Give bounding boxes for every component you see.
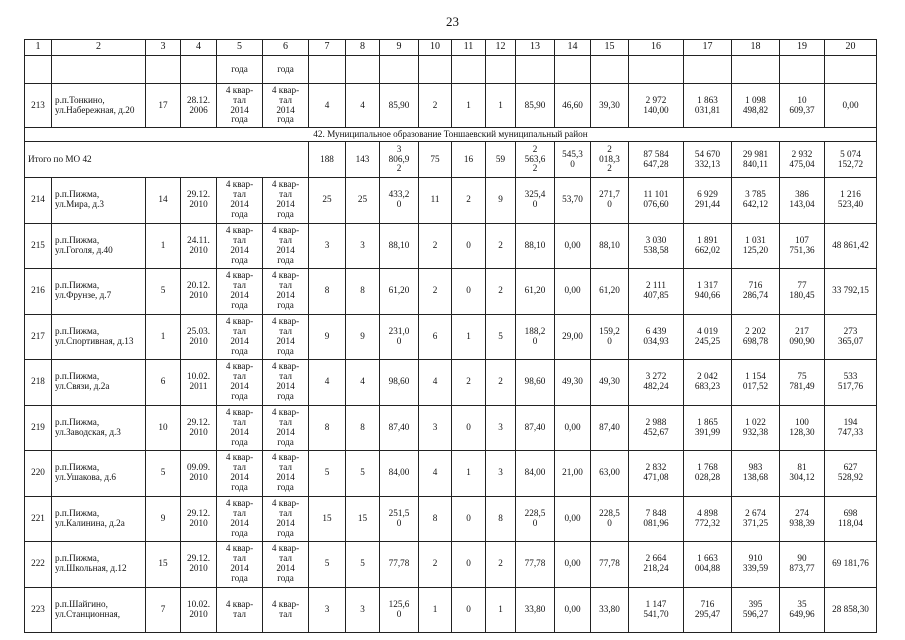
table-cell: 2 xyxy=(419,542,452,588)
table-cell: 88,10 xyxy=(380,223,419,269)
table-cell: 5 xyxy=(217,40,263,56)
table-cell: 2 xyxy=(419,269,452,315)
table-cell: р.п.Пижма, ул.Калинина, д.2а xyxy=(52,496,146,542)
table-cell: 1 863 031,81 xyxy=(684,84,732,128)
table-cell: 223 xyxy=(25,587,52,633)
table-cell: 33 792,15 xyxy=(825,269,877,315)
table-cell: 8 xyxy=(419,496,452,542)
table-cell: 4 898 772,32 xyxy=(684,496,732,542)
table-cell: 1 xyxy=(452,314,486,360)
table-cell: 228,5 0 xyxy=(516,496,555,542)
table-cell: 12 xyxy=(486,40,516,56)
table-cell: 274 938,39 xyxy=(780,496,825,542)
table-cell: 88,10 xyxy=(516,223,555,269)
table-cell: 2 xyxy=(486,542,516,588)
section-title-row xyxy=(25,128,877,142)
table-cell: 3 xyxy=(486,405,516,451)
table-cell: 29 981 840,11 xyxy=(732,142,780,178)
section-title: 42. Муниципальное образование Тоншаевский муниципальный район xyxy=(25,128,877,142)
table-cell: 16 xyxy=(452,142,486,178)
table-cell: 1 865 391,99 xyxy=(684,405,732,451)
table-cell: 3 xyxy=(419,405,452,451)
table-cell xyxy=(346,56,380,84)
table-cell: 29.12. 2010 xyxy=(181,405,217,451)
table-cell: 188 xyxy=(309,142,346,178)
table-cell: 125,6 0 xyxy=(380,587,419,633)
table-cell: 39,30 xyxy=(591,84,629,128)
table-cell: 716 286,74 xyxy=(732,269,780,315)
table-cell: 61,20 xyxy=(380,269,419,315)
table-cell: 54 670 332,13 xyxy=(684,142,732,178)
table-cell: 3 030 538,58 xyxy=(629,223,684,269)
table-cell: 107 751,36 xyxy=(780,223,825,269)
table-cell: 0 xyxy=(452,542,486,588)
table-cell: 4 xyxy=(419,360,452,406)
table-cell: 5 xyxy=(486,314,516,360)
table-cell: 219 xyxy=(25,405,52,451)
table-row xyxy=(25,223,877,269)
table-cell: 222 xyxy=(25,542,52,588)
table-cell xyxy=(516,56,555,84)
table-cell: Итого по МО 42 xyxy=(25,142,309,178)
table-cell: 75 xyxy=(419,142,452,178)
table-cell: 77 180,45 xyxy=(780,269,825,315)
table-cell: 251,5 0 xyxy=(380,496,419,542)
table-cell: 1 xyxy=(419,587,452,633)
table-cell: 2 xyxy=(452,360,486,406)
table-cell: 16 xyxy=(629,40,684,56)
table-cell: 10 xyxy=(419,40,452,56)
table-cell: 8 xyxy=(346,40,380,56)
table-cell: 1 317 940,66 xyxy=(684,269,732,315)
table-row xyxy=(25,360,877,406)
table-cell: 17 xyxy=(684,40,732,56)
table-cell: 8 xyxy=(309,405,346,451)
table-cell: 1 031 125,20 xyxy=(732,223,780,269)
page-number: 23 xyxy=(446,14,459,29)
table-cell: 1 xyxy=(25,40,52,56)
table-cell: 4 квар- тал 2014 года xyxy=(217,84,263,128)
table-cell: 1 663 004,88 xyxy=(684,542,732,588)
table-cell: р.п.Пижма, ул.Ушакова, д.6 xyxy=(52,451,146,497)
table-cell: 6 xyxy=(146,360,181,406)
table-cell: 220 xyxy=(25,451,52,497)
table-cell: 983 138,68 xyxy=(732,451,780,497)
table-cell: 4 xyxy=(181,40,217,56)
table-cell: 3 xyxy=(309,587,346,633)
table-cell: 2 563,6 2 xyxy=(516,142,555,178)
table-row xyxy=(25,314,877,360)
table-cell: 6 929 291,44 xyxy=(684,178,732,224)
table-cell: р.п.Пижма, ул.Гоголя, д.40 xyxy=(52,223,146,269)
table-cell: 5 xyxy=(346,451,380,497)
table-cell: 910 339,59 xyxy=(732,542,780,588)
table-cell: 24.11. 2010 xyxy=(181,223,217,269)
table-cell: 48 861,42 xyxy=(825,223,877,269)
table-cell: 1 xyxy=(452,451,486,497)
table-row xyxy=(25,84,877,128)
table-cell: 5 xyxy=(146,269,181,315)
table-row xyxy=(25,542,877,588)
table-cell: 221 xyxy=(25,496,52,542)
table-cell: 4 квар- тал 2014 года xyxy=(263,314,309,360)
table-cell: 4 квар- тал 2014 года xyxy=(217,360,263,406)
table-cell: 90 873,77 xyxy=(780,542,825,588)
table-cell: 5 074 152,72 xyxy=(825,142,877,178)
table-cell: 217 090,90 xyxy=(780,314,825,360)
table-cell: р.п.Пижма, ул.Фрунзе, д.7 xyxy=(52,269,146,315)
table-row xyxy=(25,496,877,542)
table-cell: 2 932 475,04 xyxy=(780,142,825,178)
table-cell: 18 xyxy=(732,40,780,56)
table-cell: 77,78 xyxy=(380,542,419,588)
table-cell: 4 xyxy=(309,360,346,406)
table-cell: 6 439 034,93 xyxy=(629,314,684,360)
table-cell: 4 квар- тал 2014 года xyxy=(263,223,309,269)
table-cell: р.п.Тонкино, ул.Набережная, д.20 xyxy=(52,84,146,128)
table-cell xyxy=(419,56,452,84)
table-cell: 1 098 498,82 xyxy=(732,84,780,128)
table-cell: 4 квар- тал 2014 года xyxy=(263,451,309,497)
table-cell: 28 858,30 xyxy=(825,587,877,633)
table-cell: 77,78 xyxy=(516,542,555,588)
table-cell: 1 xyxy=(146,314,181,360)
table-cell: 0 xyxy=(452,587,486,633)
table-cell: 10 xyxy=(146,405,181,451)
table-cell: р.п.Пижма, ул.Связи, д.2а xyxy=(52,360,146,406)
table-cell xyxy=(25,56,52,84)
table-cell: 143 xyxy=(346,142,380,178)
table-cell: 0,00 xyxy=(555,496,591,542)
table-cell xyxy=(825,56,877,84)
table-cell: 33,80 xyxy=(516,587,555,633)
table-cell: 2 042 683,23 xyxy=(684,360,732,406)
table-cell xyxy=(52,56,146,84)
table-row xyxy=(25,178,877,224)
table-cell: 4 квар- тал 2014 года xyxy=(217,451,263,497)
table-cell xyxy=(309,56,346,84)
table-cell: 81 304,12 xyxy=(780,451,825,497)
table-cell: 6 xyxy=(263,40,309,56)
table-cell: 85,90 xyxy=(380,84,419,128)
table-cell: 4 квар- тал 2014 года xyxy=(263,542,309,588)
table-cell: 29,00 xyxy=(555,314,591,360)
table-cell: 9 xyxy=(309,314,346,360)
table-cell: 3 xyxy=(486,451,516,497)
table-row xyxy=(25,405,877,451)
table-cell xyxy=(380,56,419,84)
table-cell: 53,70 xyxy=(555,178,591,224)
table-cell: 25 xyxy=(309,178,346,224)
continuation-row xyxy=(25,56,877,84)
table-cell: 1 xyxy=(486,587,516,633)
table-cell: 3 272 482,24 xyxy=(629,360,684,406)
table-cell: 8 xyxy=(486,496,516,542)
table-cell: 215 xyxy=(25,223,52,269)
table-cell: 188,2 0 xyxy=(516,314,555,360)
table-cell: 75 781,49 xyxy=(780,360,825,406)
table-cell: 2 xyxy=(486,269,516,315)
table-cell: 627 528,92 xyxy=(825,451,877,497)
table-cell: 433,2 0 xyxy=(380,178,419,224)
table-cell: 8 xyxy=(309,269,346,315)
table-cell: 4 xyxy=(419,451,452,497)
table-cell: 0 xyxy=(452,223,486,269)
table-cell: 61,20 xyxy=(516,269,555,315)
table-cell: 2 674 371,25 xyxy=(732,496,780,542)
table-cell: 5 xyxy=(346,542,380,588)
table-cell: 4 квар- тал 2014 года xyxy=(217,314,263,360)
table-body xyxy=(25,40,877,633)
table-cell: 7 848 081,96 xyxy=(629,496,684,542)
table-cell: 1 xyxy=(146,223,181,269)
table-cell: 0,00 xyxy=(555,269,591,315)
table-cell xyxy=(486,56,516,84)
table-cell: 1 xyxy=(486,84,516,128)
table-cell: 2 xyxy=(52,40,146,56)
table-cell xyxy=(452,56,486,84)
table-cell: р.п.Пижма, ул.Мира, д.3 xyxy=(52,178,146,224)
table-cell: 3 xyxy=(146,40,181,56)
table-cell: р.п.Пижма, ул.Заводская, д.3 xyxy=(52,405,146,451)
table-cell: 4 квар- тал 2014 года xyxy=(217,223,263,269)
table-cell: года xyxy=(263,56,309,84)
table-cell: 4 квар- тал 2014 года xyxy=(217,405,263,451)
table-cell: 8 xyxy=(346,269,380,315)
table-cell: 2 972 140,00 xyxy=(629,84,684,128)
table-cell: 1 147 541,70 xyxy=(629,587,684,633)
table-cell: 25 xyxy=(346,178,380,224)
table-cell: 4 квар- тал 2014 года xyxy=(263,360,309,406)
table-cell: 6 xyxy=(419,314,452,360)
table-row xyxy=(25,269,877,315)
table-cell: 698 118,04 xyxy=(825,496,877,542)
table-cell: 194 747,33 xyxy=(825,405,877,451)
table-cell: 84,00 xyxy=(516,451,555,497)
table-cell: 2 832 471,08 xyxy=(629,451,684,497)
table-cell: 325,4 0 xyxy=(516,178,555,224)
table-cell xyxy=(146,56,181,84)
table-cell: 271,7 0 xyxy=(591,178,629,224)
table-cell: года xyxy=(217,56,263,84)
table-cell: 7 xyxy=(309,40,346,56)
table-cell: 100 128,30 xyxy=(780,405,825,451)
table-cell: р.п.Пижма, ул.Школьная, д.12 xyxy=(52,542,146,588)
table-cell: 2 xyxy=(419,223,452,269)
table-cell: 216 xyxy=(25,269,52,315)
table-cell xyxy=(591,56,629,84)
table-cell: 46,60 xyxy=(555,84,591,128)
table-cell: 98,60 xyxy=(380,360,419,406)
table-cell: 10.02. 2010 xyxy=(181,587,217,633)
table-cell: 395 596,27 xyxy=(732,587,780,633)
table-cell: 1 154 017,52 xyxy=(732,360,780,406)
table-cell: 4 квар- тал xyxy=(263,587,309,633)
table-cell: 4 квар- тал 2014 года xyxy=(217,496,263,542)
table-cell: 09.09. 2010 xyxy=(181,451,217,497)
table-cell: 1 768 028,28 xyxy=(684,451,732,497)
table-cell: 5 xyxy=(146,451,181,497)
table-cell: 0 xyxy=(452,269,486,315)
table-cell: 3 785 642,12 xyxy=(732,178,780,224)
table-cell xyxy=(732,56,780,84)
table-cell: 0 xyxy=(452,405,486,451)
table-cell: 0,00 xyxy=(555,405,591,451)
table-cell: 545,3 0 xyxy=(555,142,591,178)
table-cell: 386 143,04 xyxy=(780,178,825,224)
table-cell: 87 584 647,28 xyxy=(629,142,684,178)
table-cell: 4 квар- тал 2014 года xyxy=(217,542,263,588)
table-cell: 29.12. 2010 xyxy=(181,178,217,224)
table-cell: 1 022 932,38 xyxy=(732,405,780,451)
table-cell: 3 xyxy=(346,587,380,633)
table-cell: 0 xyxy=(452,496,486,542)
table-cell: 0,00 xyxy=(555,542,591,588)
table-cell: 1 xyxy=(452,84,486,128)
table-cell xyxy=(684,56,732,84)
table-cell: 4 квар- тал 2014 года xyxy=(263,269,309,315)
table-cell: 533 517,76 xyxy=(825,360,877,406)
table-cell: 49,30 xyxy=(555,360,591,406)
table-cell: 21,00 xyxy=(555,451,591,497)
table-cell xyxy=(780,56,825,84)
table-cell: 19 xyxy=(780,40,825,56)
table-cell: р.п.Пижма, ул.Спортивная, д.13 xyxy=(52,314,146,360)
table-cell: 35 649,96 xyxy=(780,587,825,633)
table-cell: 8 xyxy=(346,405,380,451)
table-cell: 2 202 698,78 xyxy=(732,314,780,360)
table-cell: 59 xyxy=(486,142,516,178)
table-cell: 9 xyxy=(146,496,181,542)
table-cell: 88,10 xyxy=(591,223,629,269)
table-cell: 0,00 xyxy=(555,587,591,633)
table-cell: 84,00 xyxy=(380,451,419,497)
table-cell: 716 295,47 xyxy=(684,587,732,633)
table-cell xyxy=(181,56,217,84)
table-cell: 0,00 xyxy=(555,223,591,269)
table-cell: 28.12. 2006 xyxy=(181,84,217,128)
table-cell: 87,40 xyxy=(591,405,629,451)
table-cell: 15 xyxy=(146,542,181,588)
table-cell: 2 xyxy=(486,360,516,406)
table-cell: 33,80 xyxy=(591,587,629,633)
table-cell: 25.03. 2010 xyxy=(181,314,217,360)
table-cell: 49,30 xyxy=(591,360,629,406)
table-cell: 69 181,76 xyxy=(825,542,877,588)
table-cell: 2 664 218,24 xyxy=(629,542,684,588)
table-cell: 4 квар- тал 2014 года xyxy=(263,178,309,224)
table-cell: 15 xyxy=(591,40,629,56)
table-cell: 4 xyxy=(346,360,380,406)
table-cell: 3 xyxy=(346,223,380,269)
table-cell: 17 xyxy=(146,84,181,128)
table-cell: 218 xyxy=(25,360,52,406)
table-cell: 87,40 xyxy=(516,405,555,451)
total-row xyxy=(25,142,877,178)
table-cell: 29.12. 2010 xyxy=(181,496,217,542)
table-cell: 4 квар- тал 2014 года xyxy=(263,84,309,128)
table-cell: 4 квар- тал 2014 года xyxy=(217,178,263,224)
table-cell: 11 101 076,60 xyxy=(629,178,684,224)
table-cell: 10.02. 2011 xyxy=(181,360,217,406)
table-cell: 9 xyxy=(486,178,516,224)
table-cell: 5 xyxy=(309,542,346,588)
table-cell: 7 xyxy=(146,587,181,633)
table-cell: 2 018,3 2 xyxy=(591,142,629,178)
table-cell: 4 квар- тал 2014 года xyxy=(263,496,309,542)
table-cell: 2 xyxy=(452,178,486,224)
table-row xyxy=(25,587,877,633)
table-cell xyxy=(629,56,684,84)
table-row xyxy=(25,451,877,497)
table-cell: 15 xyxy=(346,496,380,542)
column-header-row xyxy=(25,40,877,56)
table-cell: 2 xyxy=(486,223,516,269)
table-cell: 4 квар- тал 2014 года xyxy=(263,405,309,451)
table-cell: 1 891 662,02 xyxy=(684,223,732,269)
table-cell: 9 xyxy=(380,40,419,56)
data-table xyxy=(24,39,877,633)
table-cell: 9 xyxy=(346,314,380,360)
table-cell: 87,40 xyxy=(380,405,419,451)
table-cell: 98,60 xyxy=(516,360,555,406)
table-cell: 4 xyxy=(346,84,380,128)
table-cell: 2 988 452,67 xyxy=(629,405,684,451)
table-cell: 273 365,07 xyxy=(825,314,877,360)
table-cell: 231,0 0 xyxy=(380,314,419,360)
table-cell: 14 xyxy=(555,40,591,56)
table-cell xyxy=(555,56,591,84)
table-cell: 2 111 407,85 xyxy=(629,269,684,315)
table-cell: 11 xyxy=(419,178,452,224)
table-cell: 159,2 0 xyxy=(591,314,629,360)
table-cell: 77,78 xyxy=(591,542,629,588)
table-cell: 85,90 xyxy=(516,84,555,128)
table-cell: 217 xyxy=(25,314,52,360)
table-cell: 228,5 0 xyxy=(591,496,629,542)
table-cell: 4 квар- тал 2014 года xyxy=(217,269,263,315)
table-cell: 5 xyxy=(309,451,346,497)
table-cell: 3 806,9 2 xyxy=(380,142,419,178)
table-cell: р.п.Шайгино, ул.Станционная, xyxy=(52,587,146,633)
table-cell: 3 xyxy=(309,223,346,269)
table-cell: 15 xyxy=(309,496,346,542)
table-cell: 4 xyxy=(309,84,346,128)
table-cell: 2 xyxy=(419,84,452,128)
table-cell: 63,00 xyxy=(591,451,629,497)
table-cell: 214 xyxy=(25,178,52,224)
table-cell: 20 xyxy=(825,40,877,56)
table-cell: 4 019 245,25 xyxy=(684,314,732,360)
table-cell: 11 xyxy=(452,40,486,56)
table-cell: 20.12. 2010 xyxy=(181,269,217,315)
table-cell: 14 xyxy=(146,178,181,224)
table-cell: 0,00 xyxy=(825,84,877,128)
table-cell: 61,20 xyxy=(591,269,629,315)
table-cell: 213 xyxy=(25,84,52,128)
table-cell: 10 609,37 xyxy=(780,84,825,128)
table-cell: 29.12. 2010 xyxy=(181,542,217,588)
table-cell: 13 xyxy=(516,40,555,56)
table-cell: 1 216 523,40 xyxy=(825,178,877,224)
table-cell: 4 квар- тал xyxy=(217,587,263,633)
